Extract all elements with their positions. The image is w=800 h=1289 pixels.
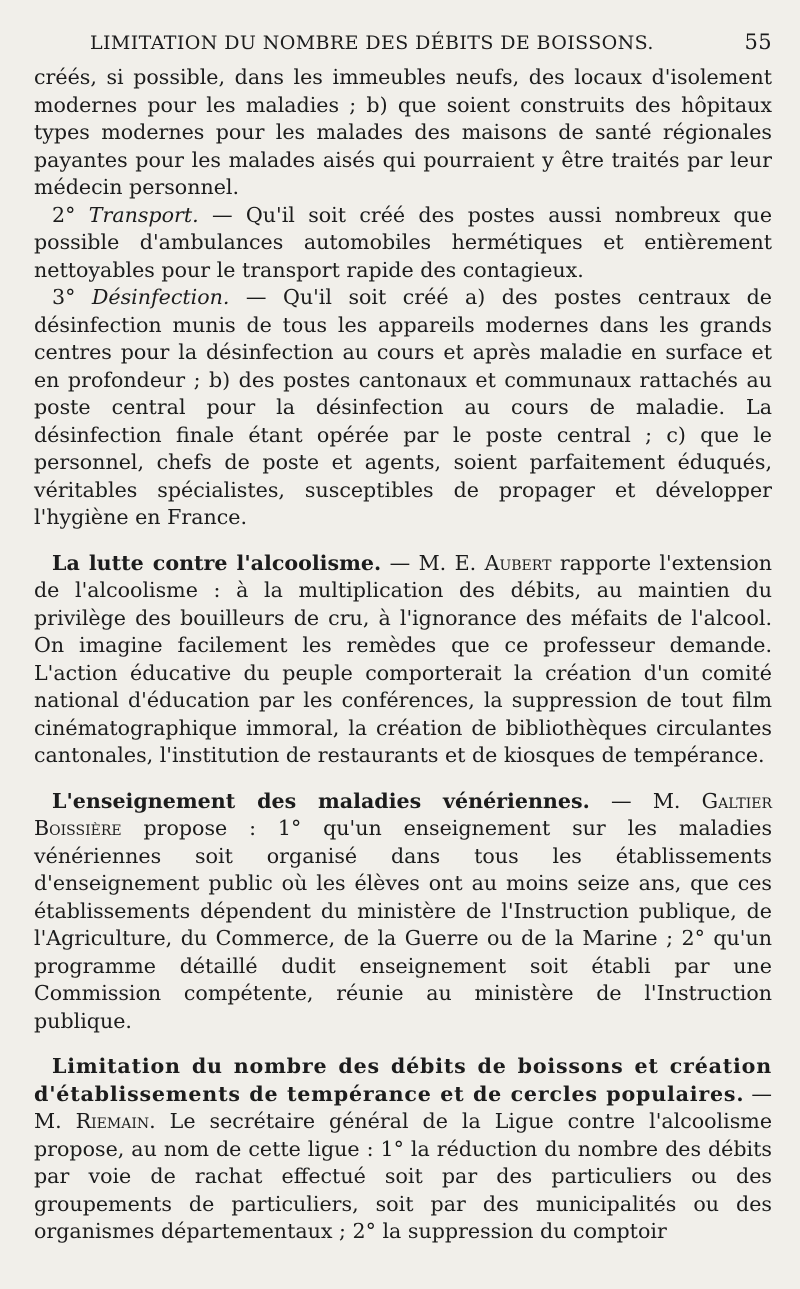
paragraph-transport (34, 202, 772, 285)
heading-dash: — (389, 550, 411, 575)
transport-number: 2° (52, 202, 76, 227)
section-text: rapporte l'extension de l'alcoolisme : à la multiplication des débits, au maintien du privilège des bouilleurs de cru, à l'ignorance des méfaits de l'alcool. On imagine facilement les remèdes que ce professeur demande. L'action éducative du peuple comporterait la création d'un comité national d'éducation par les conférences, la suppression de tout film cinématographique immoral, la création de bibliothèques circulantes cantonales, l'institution de restaurants et de kiosques de tempérance. (34, 550, 773, 767)
section-heading-alcoolisme: La lutte contre l'alcoolisme. (52, 550, 382, 575)
desinfection-text: — Qu'il soit créé a) des postes centraux de désinfection munis de tous les appareils modernes dans les grands centres pour la désinfection au cours et après maladie en surface et en profondeur ; b) des postes cantonaux et communaux rattachés au poste central pour la désinfection au cours de maladie. La désinfection finale étant opérée par le poste central ; c) que le personnel, chefs de poste et agents, soient parfaitement éduqués, véritables spécialistes, susceptibles de propager et développer l'hygiène en France. (34, 285, 772, 529)
speaker-initial: M. (34, 1109, 62, 1133)
section-heading-veneriennes: L'enseignement des maladies vénériennes. (52, 788, 590, 813)
section-limitation (34, 1053, 772, 1246)
page-number: 55 (744, 30, 772, 54)
paragraph-isolement (34, 64, 772, 202)
transport-text: — Qu'il soit créé des postes aussi nombreux que possible d'ambulances automobiles hermétiques et entièrement nettoyables pour le transport rapide des contagieux. (34, 202, 773, 282)
speaker-name: Galtier Boissière (34, 788, 773, 840)
heading-dash: — (751, 1081, 773, 1106)
running-title: LIMITATION DU NOMBRE DES DÉBITS DE BOISSONS. (90, 32, 654, 54)
paragraph-isolement-text: créés, si possible, dans les immeubles neufs, des locaux d'isolement modernes pour les maladies ; b) que soient construits des hôpitaux types modernes pour les malades des maisons de santé régionales payantes pour les malades aisés qui pourraient y être traités par leur médecin personnel. (34, 65, 772, 199)
heading-dash: — (611, 788, 632, 813)
speaker-name: Riemain. (75, 1109, 156, 1133)
speaker-name: Aubert (484, 550, 552, 575)
running-header (90, 30, 772, 54)
section-text: Le secrétaire général de la Ligue contre l'alcoolisme propose, au nom de cette ligue : 1° la réduction du nombre des débits par voie de rachat effectué soit par des particuliers ou des groupements de particuliers, soit par des municipalités ou des organismes départementaux ; 2° la suppression du comptoir (34, 1109, 773, 1243)
section-veneriennes (34, 788, 772, 1036)
desinfection-label: Désinfection. (91, 285, 230, 309)
paragraph-desinfection (34, 284, 772, 532)
section-heading-limitation: Limitation du nombre des débits de boissons et création d'établissements de tempérance et de cercles populaires. (34, 1054, 772, 1106)
speaker-initial: M. E. (418, 550, 477, 575)
section-text: propose : 1° qu'un enseignement sur les maladies vénériennes soit organisé dans tous les établissements d'enseignement public où les élèves ont au moins seize ans, que ces établissements dépendent du ministère de l'Instruction publique, de l'Agriculture, du Commerce, de la Guerre ou de la Marine ; 2° qu'un programme détaillé dudit enseignement soit établi par une Commission compétente, réunie au ministère de l'Instruction publique. (34, 816, 773, 1033)
speaker-initial: M. (652, 788, 681, 813)
section-alcoolisme (34, 550, 772, 770)
transport-label: Transport. (88, 202, 199, 227)
desinfection-number: 3° (52, 285, 76, 309)
